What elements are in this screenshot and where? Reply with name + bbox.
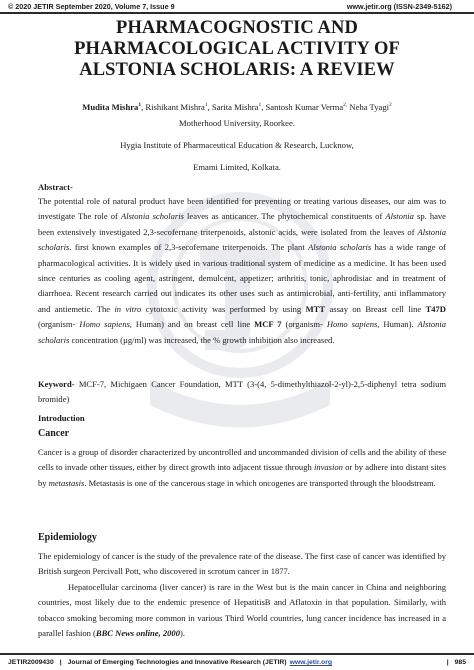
footer-page-number: 985 xyxy=(454,659,466,666)
cancer-heading: Cancer xyxy=(38,428,70,439)
header-website-link[interactable]: www.jetir.org (ISSN-2349-5162) xyxy=(346,1,452,11)
paper-title xyxy=(20,18,454,81)
author-3: , Sarita Mishra xyxy=(207,101,259,112)
footer-article-code: JETIR2009430 xyxy=(8,659,54,666)
epidemiology-heading: Epidemiology xyxy=(38,532,97,543)
epidemiology-paragraph-1: The epidemiology of cancer is the study of the prevalence rate of the disease. The first case of cancer was identified by British surgeon Percivall Pott, who discovered in scrotum cancer in 1877. xyxy=(38,551,446,577)
introduction-heading: Introduction xyxy=(38,413,85,423)
footer-website-link[interactable]: www.jetir.org xyxy=(289,659,333,666)
footer-journal-name: Journal of Emerging Technologies and Innovative Research (JETIR) xyxy=(67,659,287,666)
title-line-1: PHARMACOGNOSTIC AND xyxy=(116,18,358,38)
affiliation-1: Motherhood University, Roorkee. xyxy=(179,118,295,128)
title-line-3: ALSTONIA SCHOLARIS: A REVIEW xyxy=(79,60,395,80)
affiliation-3: Emami Limited, Kolkata. xyxy=(193,162,281,172)
author-2: , Rishikant Mishra xyxy=(141,101,205,112)
keywords-paragraph: Keyword- MCF-7, Michigaen Cancer Foundation, MTT (3-(4, 5-dimethylthiazol-2-yl)-2,5-diphenyl tetra sodium bromide) xyxy=(38,379,446,405)
journal-footer: JETIR2009430 | Journal of Emerging Technologies and Innovative Research (JETIR) www.jetir.org | 985 xyxy=(0,653,474,670)
title-line-2: PHARMACOLOGICAL ACTIVITY OF xyxy=(74,39,400,59)
author-list: Mudita Mishra$^1$, Rishikant Mishra$^1$, Sarita Mishra$^1$, Santosh Kumar Verma$^{2,}$ Neha Tyagi$^2$ xyxy=(82,101,392,112)
author-4: , Santosh Kumar Verma xyxy=(261,101,344,112)
affiliation-2: Hygia Institute of Pharmaceutical Education & Research, Lucknow, xyxy=(120,140,354,150)
keywords-label: Keyword- xyxy=(38,379,75,389)
journal-header xyxy=(0,0,474,14)
header-issue-info: © 2020 JETIR September 2020, Volume 7, Issue 9 xyxy=(8,1,175,11)
epidemiology-paragraph-2: Hepatocellular carcinoma (liver cancer) is rare in the West but is the main cancer in China and neighboring countries, most likely due to the endemic presence of HepatitisB and Aflatoxin in that population. Similarly, with tobacco smoking becoming more common in various Third World countries, lung cancer incidence has increased in a parallel fashion (BBC News online, 2000). xyxy=(38,582,446,639)
abstract-heading: Abstract- xyxy=(38,182,73,192)
abstract-paragraph: The potential role of natural product have been identified for preventing or treating various diseases, our aim was to investigate The role of Alstonia scholaris leaves as anticancer. The phytochemical constituents of Alstonia sp. have been extensively investigated 2,3-secofernane triterpenoids, alstonic acids, were isolated from the leaves of Alstonia scholaris. first known examples of 2,3-secofernane triterpenoids. The plant Alstonia scholaris has a wide range of pharmacological activities. It is widely used in various traditional system of medicine as a medicine. It has been used since centuries as cooling agent, astringent, demulcent, appetizer; arthritis, tonic, aphrodisiac and in treatment of diarrhoea. Recent research carried out indicates its other uses such as antimicrobial, anti-fertility, anti inflammatory and antiemetic. The in vitro cytotoxic activity was performed by using MTT assay on Breast cell line T47D (organism- Homo sapiens, Human) and on breast cell line MCF 7 (organism- Homo sapiens, Human). Alstonia scholaris concentration (µg/ml) was increased, the % growth inhibition also increased. xyxy=(38,196,447,345)
author-5: Neha Tyagi xyxy=(347,101,389,112)
cancer-paragraph: Cancer is a group of disorder characterized by uncontrolled and uncommanded division of cells and the ability of these cells to invade other tissues, either by direct growth into adjacent tissue through invasion or by adhere into distant sites by metastasis. Metastasis is one of the cancerous stage in which oncogenes are transported through the bloodstream. xyxy=(38,447,446,488)
author-1: Mudita Mishra xyxy=(82,101,139,112)
